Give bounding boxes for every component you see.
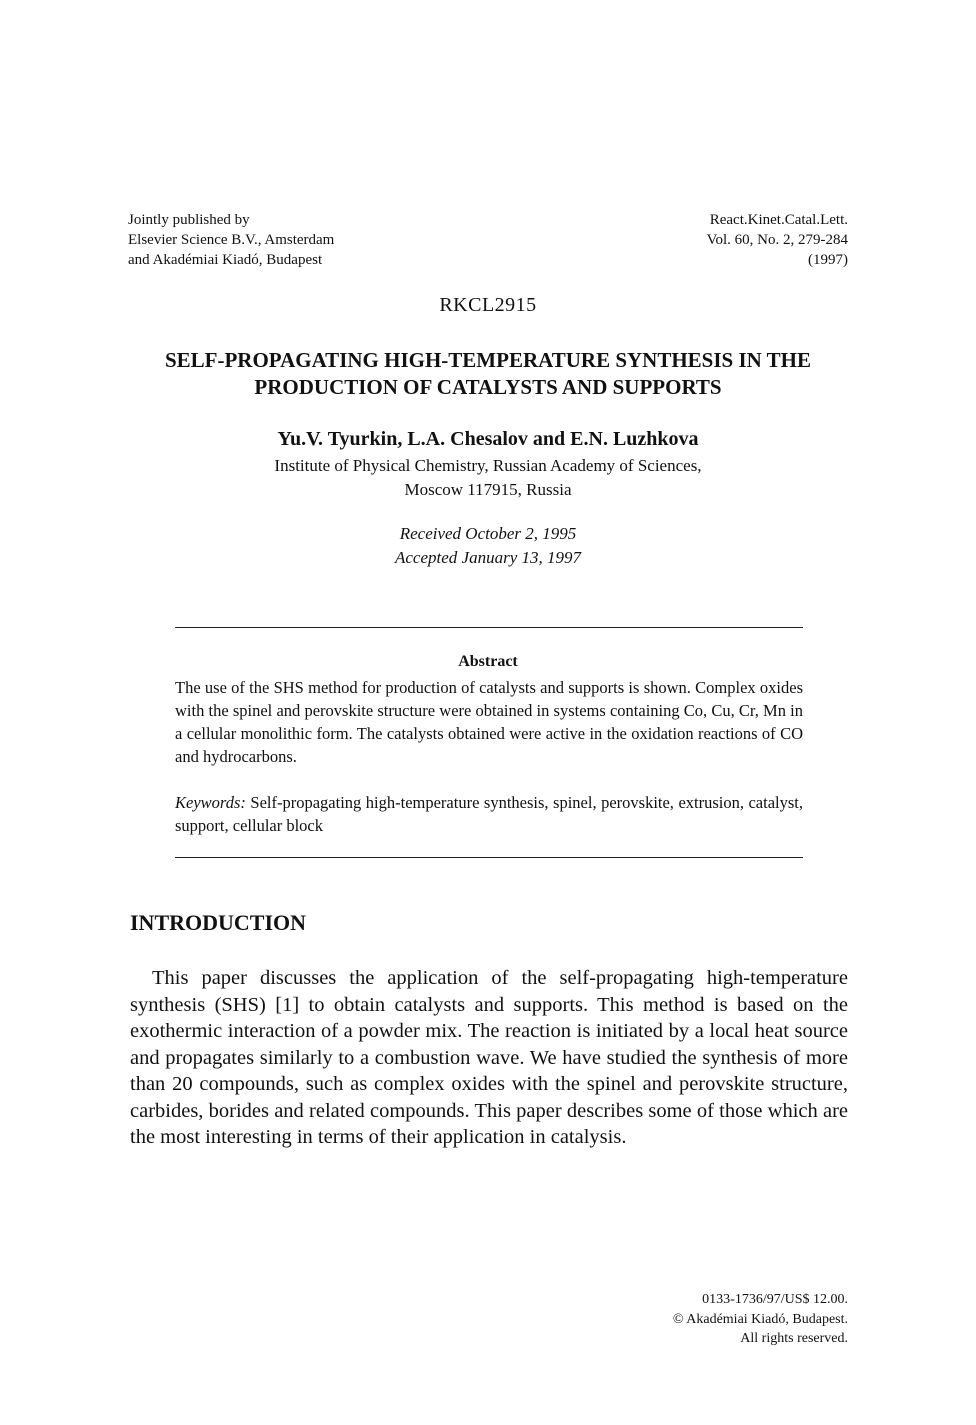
publisher-info [128, 210, 334, 270]
journal-citation [707, 210, 848, 270]
abstract-text: The use of the SHS method for production of catalysts and supports is shown. Complex oxides with the spinel and perovskite structure were obtained in systems containing Co, Cu, Cr, Mn in a cellular monolithic form. The catalysts obtained were active in the oxidation reactions of CO and hydrocarbons. [175, 678, 803, 766]
affiliation-line: Institute of Physical Chemistry, Russian Academy of Sciences, [274, 456, 702, 475]
abstract-heading: Abstract [458, 653, 518, 670]
journal-line: React.Kinet.Catal.Lett. [709, 212, 848, 228]
received-date: Received October 2, 1995 [399, 524, 577, 543]
publisher-line: Jointly published by [128, 212, 250, 228]
abstract-bottom-rule [175, 857, 803, 858]
keywords-text: Self-propagating high-temperature synthesis, spinel, perovskite, extrusion, catalyst, support, cellular block [175, 793, 803, 835]
introduction-paragraph: This paper discusses the application of the self-propagating high-temperature synthesis (SHS) [1] to obtain catalysts and supports. This method is based on the exothermic interaction of a powder mix. The reaction is initiated by a local heat source and propagates similarly to a combustion wave. We have studied the synthesis of more than 20 compounds, such as complex oxides with the spinel and perovskite structure, carbides, borides and related compounds. This paper describes some of those which are the most interesting in terms of their application in catalysis. [130, 967, 848, 1148]
accepted-date: Accepted January 13, 1997 [395, 548, 581, 567]
journal-line: Vol. 60, No. 2, 279-284 [706, 232, 848, 248]
copyright-footer [673, 1290, 848, 1349]
publisher-line: Elsevier Science B.V., Amsterdam [128, 232, 335, 248]
paper-title [120, 347, 856, 401]
publisher-line: and Akadémiai Kiadó, Budapest [128, 252, 323, 268]
title-line: SELF-PROPAGATING HIGH-TEMPERATURE SYNTHESIS IN THE [164, 348, 812, 372]
section-heading-introduction: INTRODUCTION [130, 910, 307, 935]
affiliation-line: Moscow 117915, Russia [404, 480, 572, 499]
journal-line: (1997) [808, 252, 848, 268]
title-line: PRODUCTION OF CATALYSTS AND SUPPORTS [254, 375, 722, 399]
keywords [175, 791, 803, 837]
keywords-label: Keywords: [175, 793, 246, 812]
affiliation [0, 454, 976, 502]
footer-line: © Akadémiai Kiadó, Budapest. [672, 1311, 848, 1327]
submission-dates [0, 522, 976, 570]
abstract-top-rule [175, 627, 803, 628]
footer-line: All rights reserved. [740, 1331, 848, 1346]
authors: Yu.V. Tyurkin, L.A. Chesalov and E.N. Luzhkova [277, 428, 699, 450]
footer-line: 0133-1736/97/US$ 12.00. [702, 1292, 848, 1307]
paper-code: RKCL2915 [439, 294, 537, 316]
